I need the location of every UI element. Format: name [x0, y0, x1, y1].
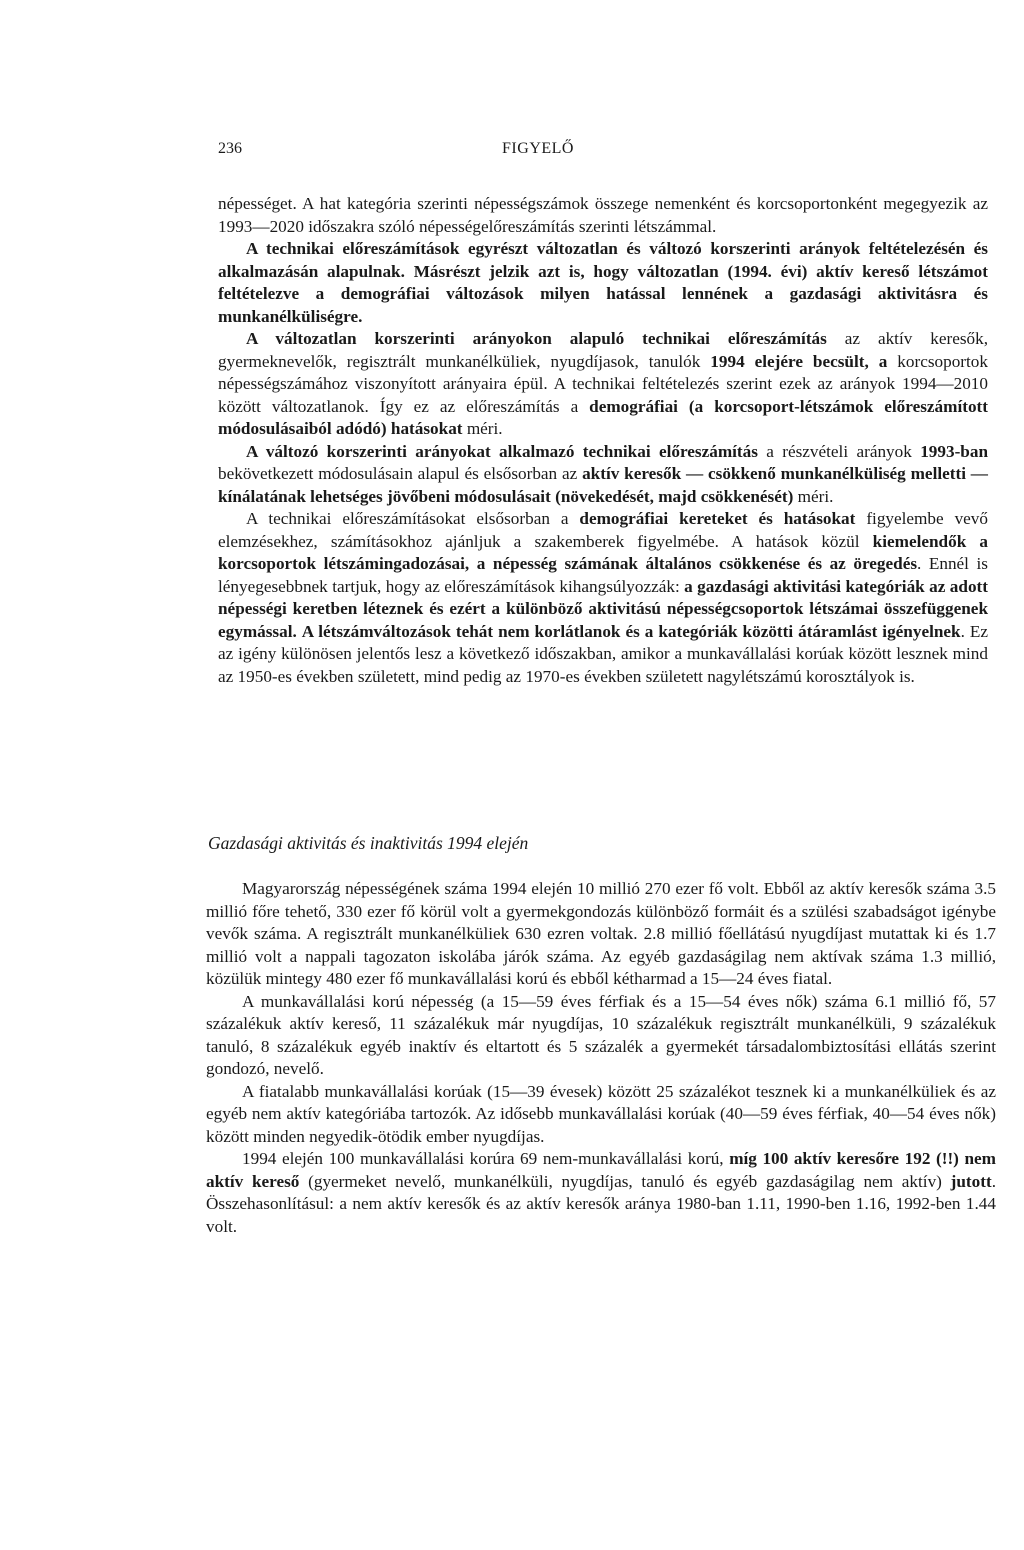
text-run: 1994 elején 100 munkavállalási korúra 69 nem-munkavállalási korú, — [242, 1149, 730, 1168]
bold-text: A változó korszerinti arányokat alkalmazó technikai előreszámítás — [246, 441, 758, 461]
bold-text: aktív keresők — csökkenő munkanélküliség melletti — kínálatának lehetséges jövőbeni módosulásait (növekedését, majd csökkenését) — [218, 464, 988, 506]
text-run: figyelembe vevő elemzésekhez, számításokhoz ajánljuk a szakemberek figyelmébe. A hatások közül — [218, 509, 988, 551]
section-title: Gazdasági aktivitás és inaktivitás 1994 elején — [208, 833, 529, 853]
text-run: A technikai előreszámításokat elsősorban a — [246, 509, 580, 528]
bold-text: 1994 elejére becsült, a — [710, 351, 888, 371]
bold-text: demográfiai kereteket és hatásokat — [579, 509, 856, 528]
text-run: . Összehasonlításul: a nem aktív keresők és az aktív keresők aránya 1980-ban 1.11, 1990-ben 1.16, 1992-ben 1.44 volt. — [206, 1171, 996, 1236]
bold-text: demográfiai (a korcsoport-létszámok előreszámított módosulásaiból adódó) hatásokat — [218, 396, 988, 438]
text-run: méri. — [793, 486, 834, 506]
paragraph: népességet. A hat kategória szerinti népességszámok összege nemenként és korcsoportonként megegyezik az 1993—2020 időszakra szóló népességelőreszámítás szerinti létszámmal. — [218, 194, 988, 236]
text-run: bekövetkezett módosulásain alapul és elsősorban az — [218, 464, 583, 483]
bold-text: kiemelendők a korcsoportok létszámingadozásai, a népesség számának általános csökkenése és az öregedés — [218, 531, 988, 573]
paragraph: Magyarország népességének száma 1994 elején 10 millió 270 ezer fő volt. Ebből az aktív keresők száma 3.5 millió főre tehető, 330 ezer fő körül volt a gyermekgondozás különböző formáit és a szülési szabadságot igénybe vevők száma. A regisztrált munkanélküliek 630 ezren voltak. 2.8 millió főellátású nyugdíjast mutattak ki és 1.7 millió volt a nappali tagozaton iskolába járók száma. Az egyéb gazdaságilag nem aktívak száma 1.3 millió, közülük mintegy 480 ezer fő munkavállalási korú és ebből kétharmad a 15—24 éves fiatal. — [206, 879, 996, 988]
text-run: . Ez az igény különösen jelentős lesz a következő időszakban, amikor a munkavállalási korúak között lesznek mind az 1950-es években született, mind pedig az 1970-es években született nagylétszámú korosztályok is. — [218, 621, 989, 686]
main-text — [218, 193, 988, 688]
paragraph — [218, 508, 988, 688]
page-number: 236 — [218, 140, 242, 157]
text-run: a részvételi arányok — [757, 441, 921, 461]
page-header — [218, 134, 986, 164]
bold-text: A technikai előreszámítások egyrészt változatlan és változó korszerinti arányok feltételezésén és alkalmazásán alapulnak. Másrészt jelzik azt is, hogy változatlan (1994. évi) aktív kereső létszámot feltételezve a demográfiai változások milyen hatással lennének a gazdasági aktivitásra és munkanélküliségre. — [218, 239, 988, 326]
bold-text: jutott — [950, 1171, 992, 1191]
text-run: méri. — [462, 419, 503, 438]
paragraph: A fiatalabb munkavállalási korúak (15—39 évesek) között 25 százalékot tesznek ki a munkanélküliek és az egyéb nem aktív kategóriába tartozók. Az idősebb munkavállalási korúak (40—59 éves férfiak, 40—54 éves nők) között minden negyedik-ötödik ember nyugdíjas. — [206, 1081, 996, 1146]
paragraph: A munkavállalási korú népesség (a 15—59 éves férfiak és a 15—54 éves nők) száma 6.1 millió fő, 57 százalékuk aktív kereső, 11 százalékuk már nyugdíjas, 10 százalékuk regisztrált munkanélküli, 9 százalékuk tanuló, 8 százalékuk egyéb inaktív és eltartott és 5 százalék a gyermekét társadalombiztosítási ellátás szerint gondozó, nevelő. — [206, 991, 996, 1078]
running-head: FIGYELŐ — [502, 140, 574, 157]
bold-text: A változatlan korszerinti arányokon alapuló technikai előreszámítás — [246, 329, 827, 348]
text-run: (gyermeket nevelő, munkanélküli, nyugdíjas, tanuló és egyéb gazdaságilag nem aktív) — [299, 1171, 951, 1191]
bold-text: a gazdasági aktivitási kategóriák az adott népességi keretben léteznek és ezért a különböző aktivitású népességcsoportok létszámai összefüggenek egymással. — [218, 576, 988, 641]
text-run: korcsoportok népességszámához viszonyított arányaira épül. A technikai feltételezés szerint ezek az arányok 1994—2010 között változatlanok. Így ez az előreszámítás a — [218, 351, 988, 416]
paragraph — [218, 238, 988, 328]
text-run: az aktív keresők, gyermeknevelők, regisztrált munkanélküliek, nyugdíjasok, tanulók — [218, 329, 988, 371]
paragraph — [206, 1148, 996, 1238]
paragraph — [218, 441, 988, 509]
section-gazdasagi-aktivitas — [206, 832, 996, 1238]
paragraph — [218, 328, 988, 441]
bold-text: míg 100 aktív keresőre 192 (!!) nem aktív kereső — [206, 1149, 996, 1191]
text-run: . Ennél is lényegesebbnek tartjuk, hogy az előreszámítások kihangsúlyozzák: — [218, 554, 988, 596]
bold-text: A létszámváltozások tehát nem korlátlanok és a kategóriák közötti átáramlást igényelnek — [301, 621, 961, 641]
bold-text: 1993-ban — [920, 441, 988, 461]
